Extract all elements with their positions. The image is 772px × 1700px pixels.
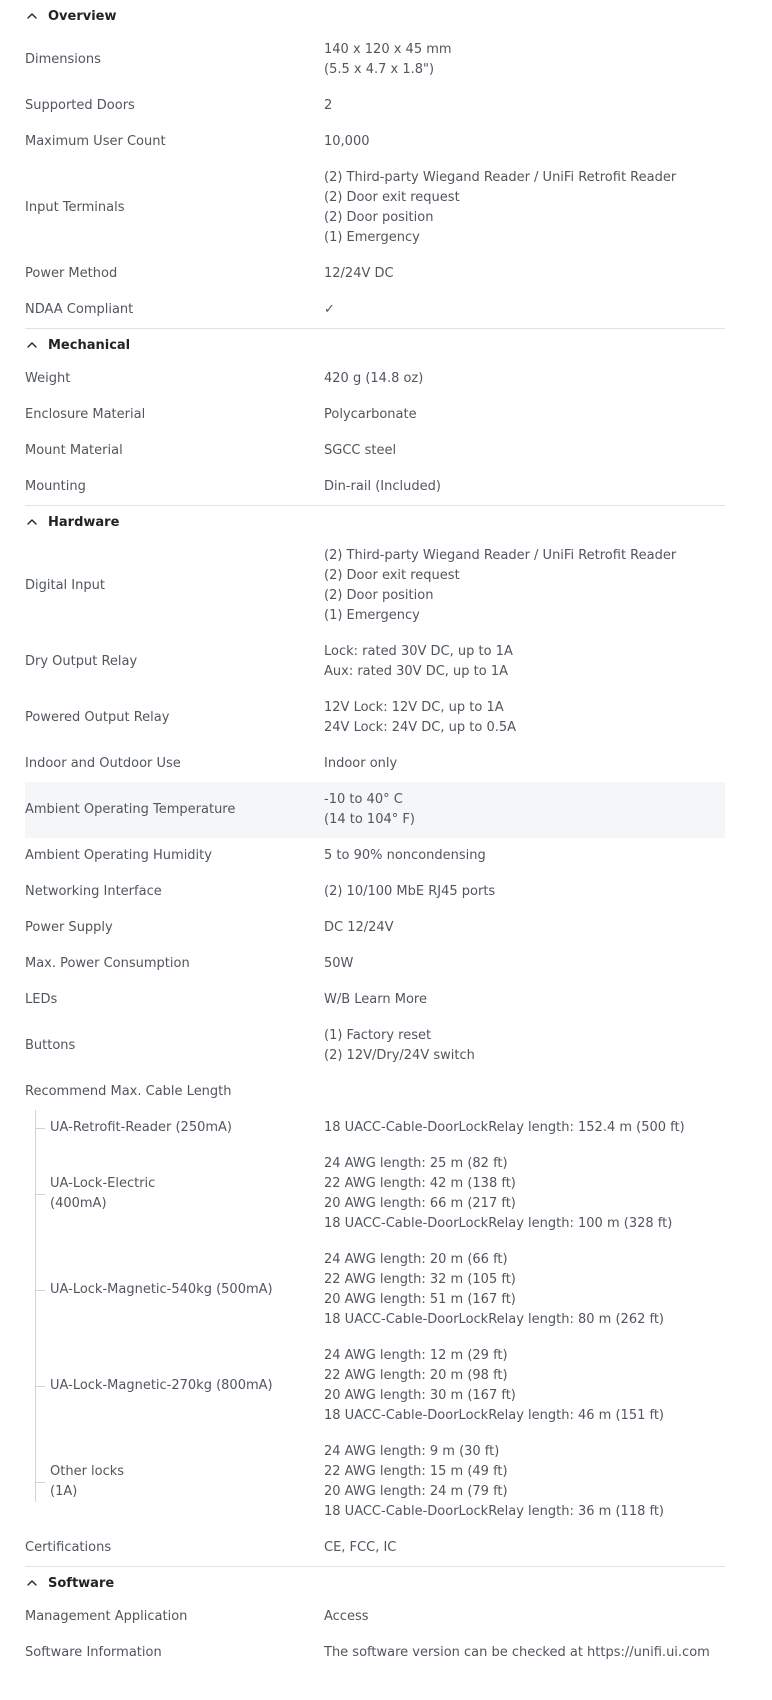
spec-value-line: ✓ (324, 302, 335, 317)
spec-label: Ambient Operating Temperature (25, 802, 236, 817)
spec-value-line: Access (324, 1609, 369, 1624)
cable-value-line: 22 AWG length: 20 m (98 ft) (324, 1368, 508, 1383)
spec-value (324, 264, 725, 284)
spec-row-supported-doors (25, 88, 725, 124)
spec-value-line: (1) Factory reset (324, 1028, 432, 1043)
spec-value (324, 300, 725, 320)
cable-value-line: 20 AWG length: 30 m (167 ft) (324, 1388, 516, 1403)
spec-label: Buttons (25, 1038, 76, 1053)
spec-value (324, 1607, 725, 1627)
spec-value-line: (2) 10/100 MbE RJ45 ports (324, 884, 496, 899)
spec-row-ndaa-compliant (25, 292, 725, 328)
spec-row-mounting (25, 469, 725, 505)
spec-value-line: CE, FCC, IC (324, 1540, 397, 1555)
spec-value-line: 5 to 90% noncondensing (324, 848, 486, 863)
spec-value (324, 369, 725, 389)
spec-label: Max. Power Consumption (25, 956, 190, 971)
cable-value-line: 18 UACC-Cable-DoorLockRelay length: 46 m (151 ft) (324, 1408, 665, 1423)
cable-label-line: UA-Lock-Magnetic-540kg (500mA) (50, 1282, 273, 1297)
spec-label: Digital Input (25, 578, 105, 593)
section-body-hardware-after (0, 1530, 772, 1566)
section-body-overview (0, 32, 772, 328)
cable-row (25, 1434, 725, 1530)
spec-value-line: 2 (324, 98, 333, 113)
spec-value-line: (2) Door position (324, 210, 434, 225)
cable-value (324, 1442, 725, 1522)
spec-label: Mounting (25, 479, 86, 494)
spec-label: Weight (25, 371, 71, 386)
spec-value (324, 882, 725, 902)
spec-value-line: (2) Third-party Wiegand Reader / UniFi Retrofit Reader (324, 548, 677, 563)
cable-row (25, 1242, 725, 1338)
spec-label: NDAA Compliant (25, 302, 134, 317)
section-body-hardware (0, 538, 772, 1110)
spec-value (324, 168, 725, 248)
spec-label: Software Information (25, 1645, 162, 1660)
cable-label (25, 1462, 324, 1502)
spec-label: Power Method (25, 266, 118, 281)
spec-value-line: -10 to 40° C (324, 792, 403, 807)
spec-value (324, 96, 725, 116)
spec-value-line: Lock: rated 30V DC, up to 1A (324, 644, 513, 659)
spec-value-line: (2) Door exit request (324, 190, 460, 205)
cable-value-line: 24 AWG length: 9 m (30 ft) (324, 1444, 500, 1459)
spec-row-enclosure-material (25, 397, 725, 433)
cable-label (25, 1118, 324, 1138)
spec-value-line: The software version can be checked at https://unifi.ui.com (324, 1645, 710, 1660)
spec-row-dry-output-relay (25, 634, 725, 690)
cable-value-line: 24 AWG length: 20 m (66 ft) (324, 1252, 508, 1267)
cable-length-group (25, 1110, 725, 1530)
spec-row-certifications (25, 1530, 725, 1566)
spec-value (324, 1026, 725, 1066)
spec-row-leds (25, 982, 725, 1018)
spec-label: Maximum User Count (25, 134, 166, 149)
spec-label: Power Supply (25, 920, 113, 935)
spec-value-line: (1) Emergency (324, 608, 420, 623)
spec-value-line: 140 x 120 x 45 mm (324, 42, 452, 57)
cable-value (324, 1154, 725, 1234)
spec-label: Dimensions (25, 52, 101, 67)
spec-value-line: 10,000 (324, 134, 370, 149)
spec-value-line: (2) Door position (324, 588, 434, 603)
cable-value (324, 1118, 725, 1138)
spec-value (324, 546, 725, 626)
spec-label: Recommend Max. Cable Length (25, 1084, 232, 1099)
spec-value-line: 24V Lock: 24V DC, up to 0.5A (324, 720, 517, 735)
cable-value-line: 22 AWG length: 42 m (138 ft) (324, 1176, 516, 1191)
section-header-hardware[interactable] (25, 506, 725, 538)
tree-branch (35, 1386, 45, 1387)
spec-label: Ambient Operating Humidity (25, 848, 212, 863)
cable-value-line: 18 UACC-Cable-DoorLockRelay length: 36 m (118 ft) (324, 1504, 665, 1519)
spec-row-power-supply (25, 910, 725, 946)
spec-row-networking-interface (25, 874, 725, 910)
spec-value-line: 420 g (14.8 oz) (324, 371, 424, 386)
cable-value-line: 20 AWG length: 24 m (79 ft) (324, 1484, 508, 1499)
spec-value-line: Din-rail (Included) (324, 479, 441, 494)
spec-row-digital-input (25, 538, 725, 634)
spec-value-line: Aux: rated 30V DC, up to 1A (324, 664, 509, 679)
spec-label: Dry Output Relay (25, 654, 138, 669)
spec-row-ambient-operating-temperature (25, 782, 725, 838)
section-body-software (0, 1599, 772, 1671)
cable-value-line: 18 UACC-Cable-DoorLockRelay length: 80 m (262 ft) (324, 1312, 665, 1327)
spec-value (324, 790, 725, 830)
spec-value (324, 132, 725, 152)
chevron-up-icon (25, 9, 39, 23)
spec-row-ambient-operating-humidity (25, 838, 725, 874)
cable-value-line: 18 UACC-Cable-DoorLockRelay length: 100 m (328 ft) (324, 1216, 673, 1231)
spec-value (324, 441, 725, 461)
spec-row-recommend-max-cable-length (25, 1074, 725, 1110)
spec-value-line: 12/24V DC (324, 266, 394, 281)
spec-value-line: (1) Emergency (324, 230, 420, 245)
spec-label: Certifications (25, 1540, 112, 1555)
cable-row (25, 1338, 725, 1434)
cable-label-line: UA-Lock-Electric (50, 1176, 156, 1191)
spec-value (324, 1538, 725, 1558)
tree-branch (35, 1290, 45, 1291)
cable-value-line: 22 AWG length: 15 m (49 ft) (324, 1464, 508, 1479)
spec-label: LEDs (25, 992, 58, 1007)
spec-value-line: (2) Door exit request (324, 568, 460, 583)
spec-row-buttons (25, 1018, 725, 1074)
section-title: Hardware (48, 514, 120, 530)
cable-value-line: 18 UACC-Cable-DoorLockRelay length: 152.4 m (500 ft) (324, 1120, 685, 1135)
section-header-mechanical[interactable] (25, 329, 725, 361)
spec-row-software-information (25, 1635, 725, 1671)
spec-value (324, 40, 725, 80)
section-title: Overview (48, 8, 117, 24)
spec-label: Powered Output Relay (25, 710, 170, 725)
spec-label: Input Terminals (25, 200, 125, 215)
spec-value (324, 698, 725, 738)
spec-value-line: (2) 12V/Dry/24V switch (324, 1048, 475, 1063)
spec-value (324, 918, 725, 938)
spec-value-line: Indoor only (324, 756, 398, 771)
cable-value-line: 24 AWG length: 12 m (29 ft) (324, 1348, 508, 1363)
cable-value (324, 1250, 725, 1330)
spec-value (324, 954, 725, 974)
cable-row (25, 1110, 725, 1146)
tree-branch (35, 1194, 45, 1195)
cable-value (324, 1346, 725, 1426)
chevron-up-icon (25, 1576, 39, 1590)
spec-value (324, 477, 725, 497)
spec-value-line: W/B Learn More (324, 992, 427, 1007)
spec-value (324, 405, 725, 425)
spec-row-input-terminals (25, 160, 725, 256)
spec-value (324, 754, 725, 774)
tree-branch (35, 1482, 45, 1483)
spec-row-dimensions (25, 32, 725, 88)
cable-label-line: UA-Lock-Magnetic-270kg (800mA) (50, 1378, 273, 1393)
section-title: Mechanical (48, 337, 131, 353)
cable-label-line: (400mA) (50, 1196, 107, 1211)
cable-value-line: 20 AWG length: 51 m (167 ft) (324, 1292, 516, 1307)
spec-value (324, 1643, 725, 1663)
spec-value (324, 642, 725, 682)
cable-value-line: 20 AWG length: 66 m (217 ft) (324, 1196, 516, 1211)
spec-label: Supported Doors (25, 98, 135, 113)
cable-label (25, 1376, 324, 1396)
spec-label: Management Application (25, 1609, 188, 1624)
spec-label: Networking Interface (25, 884, 162, 899)
spec-row-weight (25, 361, 725, 397)
spec-value-line: 50W (324, 956, 354, 971)
cable-label (25, 1280, 324, 1300)
spec-value (324, 846, 725, 866)
spec-row-max-power-consumption (25, 946, 725, 982)
spec-value-line: (14 to 104° F) (324, 812, 415, 827)
spec-label: Enclosure Material (25, 407, 146, 422)
spec-label: Indoor and Outdoor Use (25, 756, 181, 771)
section-header-overview[interactable] (25, 0, 725, 32)
spec-row-management-application (25, 1599, 725, 1635)
spec-value-line: DC 12/24V (324, 920, 394, 935)
cable-value-line: 24 AWG length: 25 m (82 ft) (324, 1156, 508, 1171)
spec-value-line: SGCC steel (324, 443, 397, 458)
spec-row-power-method (25, 256, 725, 292)
spec-label: Mount Material (25, 443, 123, 458)
spec-row-maximum-user-count (25, 124, 725, 160)
cable-label-line: Other locks (50, 1464, 125, 1479)
spec-row-indoor-and-outdoor-use (25, 746, 725, 782)
section-body-mechanical (0, 361, 772, 505)
spec-row-mount-material (25, 433, 725, 469)
chevron-up-icon (25, 515, 39, 529)
cable-row (25, 1146, 725, 1242)
spec-value-line: (2) Third-party Wiegand Reader / UniFi Retrofit Reader (324, 170, 677, 185)
section-header-software[interactable] (25, 1567, 725, 1599)
section-title: Software (48, 1575, 115, 1591)
cable-value-line: 22 AWG length: 32 m (105 ft) (324, 1272, 516, 1287)
cable-label-line: UA-Retrofit-Reader (250mA) (50, 1120, 232, 1135)
cable-label (25, 1174, 324, 1214)
chevron-up-icon (25, 338, 39, 352)
spec-value-line: 12V Lock: 12V DC, up to 1A (324, 700, 504, 715)
spec-value-line: (5.5 x 4.7 x 1.8") (324, 62, 435, 77)
tree-branch (35, 1128, 45, 1129)
spec-row-powered-output-relay (25, 690, 725, 746)
spec-value (324, 990, 725, 1010)
cable-label-line: (1A) (50, 1484, 78, 1499)
spec-value-line: Polycarbonate (324, 407, 417, 422)
